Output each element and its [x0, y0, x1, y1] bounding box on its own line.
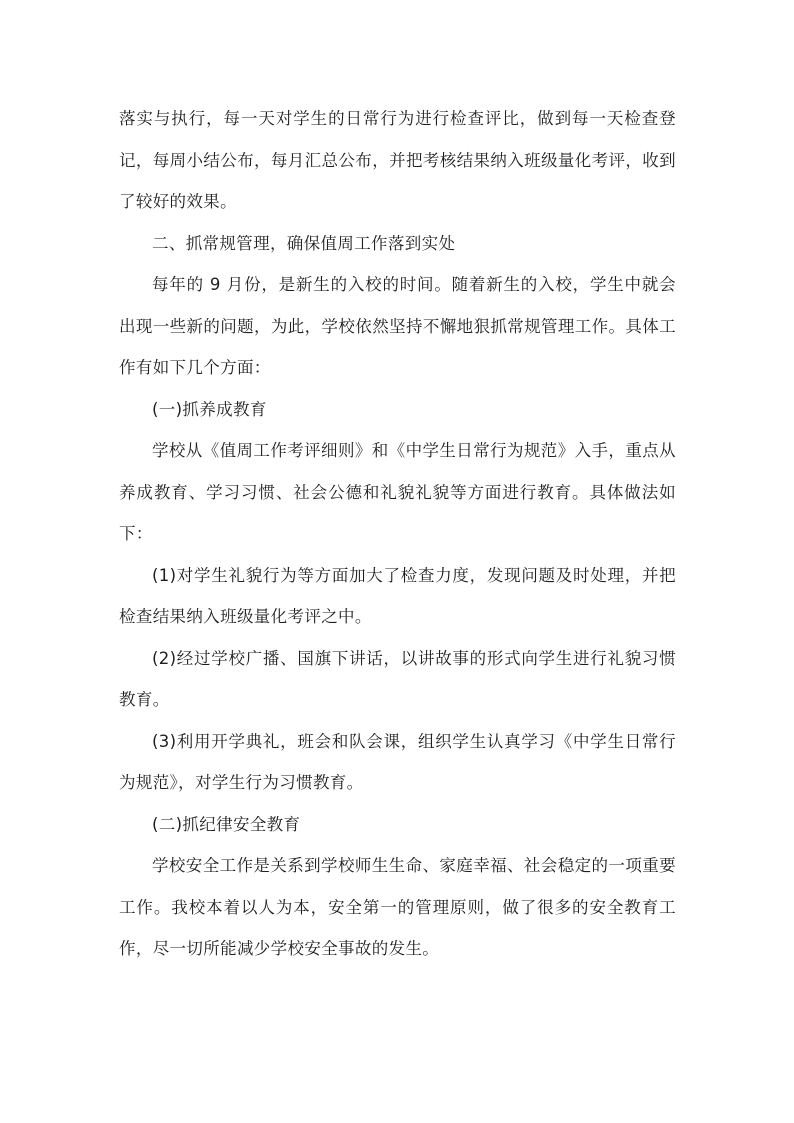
list-item-2: (2)经过学校广播、国旗下讲话，以讲故事的形式向学生进行礼貌习惯教育。: [119, 648, 676, 709]
subheading-habit-education: (一)抓养成教育: [152, 399, 267, 419]
paragraph-continuation: 落实与执行，每一天对学生的日常行为进行检查评比，做到每一天检查登记，每周小结公布，每月汇总公布，并把考核结果纳入班级量化考评，收到了较好的效果。: [119, 109, 676, 211]
section-heading-2: 二、抓常规管理，确保值周工作落到实处: [152, 233, 456, 253]
paragraph-habit-education: 学校从《值周工作考评细则》和《中学生日常行为规范》入手，重点从养成教育、学习习惯、社会公德和礼貌礼貌等方面进行教育。具体做法如下：: [119, 441, 676, 543]
subheading-safety-education: (二)抓纪律安全教育: [152, 814, 301, 834]
paragraph-new-students: 每年的 9 月份，是新生的入校的时间。随着新生的入校，学生中就会出现一些新的问题，为此，学校依然坚持不懈地狠抓常规管理工作。具体工作有如下几个方面：: [119, 275, 676, 377]
list-item-1: (1)对学生礼貌行为等方面加大了检查力度，发现问题及时处理，并把检查结果纳入班级量化考评之中。: [119, 565, 676, 626]
document-body: [119, 98, 676, 970]
paragraph-safety-education: 学校安全工作是关系到学校师生生命、家庭幸福、社会稳定的一项重要工作。我校本着以人为本，安全第一的管理原则，做了很多的安全教育工作，尽一切所能减少学校安全事故的发生。: [119, 856, 676, 958]
list-item-3: (3)利用开学典礼，班会和队会课，组织学生认真学习《中学生日常行为规范》，对学生行为习惯教育。: [119, 731, 676, 792]
